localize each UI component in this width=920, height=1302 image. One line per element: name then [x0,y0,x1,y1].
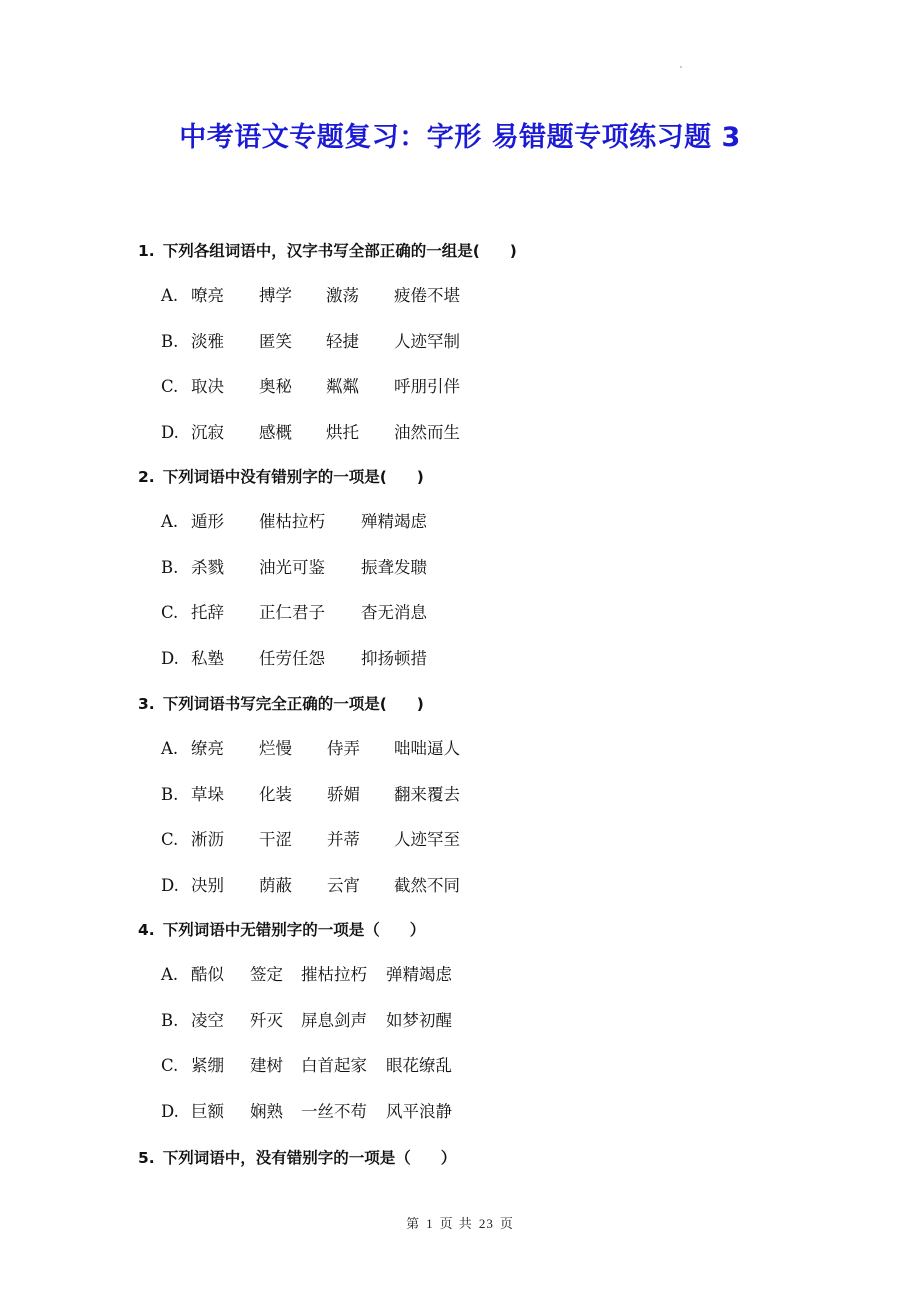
option-word: 干涩 [259,830,292,849]
answer-blank[interactable] [389,692,417,716]
question-5 [138,1146,456,1170]
question-1 [138,239,517,263]
option-word: 油然而生 [394,422,460,442]
option-d [161,1100,481,1124]
option-word: 屏息剑声 [301,1010,367,1030]
option-word: 娴熟 [250,1101,283,1121]
option-letter: C. [161,377,179,396]
option-word: 淡雅 [191,331,224,351]
option-word: 轻捷 [326,331,359,351]
answer-blank[interactable] [382,918,410,942]
scan-dot [680,66,682,68]
question-stem: 下列词语书写完全正确的一项是( [162,695,387,713]
option-word: 决别 [191,875,224,895]
option-word: 嘹亮 [191,286,224,305]
option-letter: B. [161,331,179,351]
answer-blank[interactable] [413,1146,441,1170]
footer-middle: 页 共 [439,1217,473,1232]
footer-page-number: 1 [426,1216,434,1231]
option-word: 巨额 [191,1101,224,1121]
option-word: 缭亮 [191,739,224,758]
option-word: 并蒂 [327,830,360,849]
option-letter: B. [161,1010,179,1030]
option-word: 振聋发聩 [361,557,427,577]
option-word: 人迹罕制 [394,331,460,351]
option-word: 骄媚 [327,784,360,804]
footer-total-pages: 23 [478,1216,494,1231]
question-stem: 下列词语中无错别字的一项是（ [162,921,380,939]
option-word: 侍弄 [327,739,360,758]
answer-blank[interactable] [482,239,510,263]
option-word: 建树 [250,1056,283,1075]
option-word: 感概 [259,422,292,442]
option-word: 呼朋引伴 [394,377,460,396]
option-letter: D. [161,422,179,442]
option-word: 凌空 [191,1010,224,1030]
option-letter: B. [161,557,179,577]
option-letter: A. [161,965,179,984]
option-letter: D. [161,648,179,668]
option-word: 抑扬顿措 [361,648,427,668]
option-letter: D. [161,1101,179,1121]
option-word: 咄咄逼人 [394,739,460,758]
question-3 [138,692,424,716]
option-a [161,510,481,534]
option-word: 摧枯拉朽 [301,965,367,984]
answer-blank-close: ） [409,921,426,939]
answer-blank-close: ) [509,242,517,260]
option-c [161,601,481,625]
footer-prefix: 第 [406,1217,421,1232]
question-stem: 下列词语中，没有错别字的一项是（ [162,1149,411,1167]
answer-blank-close: ） [440,1149,457,1167]
option-word: 风平浪静 [386,1101,452,1121]
option-word: 托辞 [191,603,224,622]
option-word: 云宵 [327,875,360,895]
option-word: 正仁君子 [259,603,325,622]
option-word: 白首起家 [301,1056,367,1075]
option-a [161,737,481,761]
question-stem: 下列各组词语中，汉字书写全部正确的一组是( [162,242,480,260]
option-word: 杳无消息 [361,603,427,622]
option-word: 歼灭 [250,1010,283,1030]
option-b [161,330,481,354]
question-2 [138,465,424,489]
option-b [161,556,481,580]
option-d [161,421,481,445]
option-word: 匿笑 [259,331,292,351]
option-c [161,375,481,399]
option-word: 淅沥 [191,830,224,849]
option-word: 化装 [259,784,292,804]
answer-blank[interactable] [389,465,417,489]
option-word: 人迹罕至 [394,830,460,849]
option-word: 截然不同 [394,875,460,895]
question-number: 2. [138,468,155,486]
option-word: 翻来覆去 [394,784,460,804]
question-number: 3. [138,695,155,713]
option-c [161,1054,481,1078]
option-word: 沉寂 [191,422,224,442]
option-word: 催枯拉朽 [259,512,325,531]
option-word: 遁形 [191,512,224,531]
option-b [161,1009,481,1033]
option-word: 激荡 [326,286,359,305]
option-word: 烘托 [326,422,359,442]
option-word: 如梦初醒 [386,1010,452,1030]
option-letter: D. [161,875,179,895]
option-letter: C. [161,830,179,849]
answer-blank-close: ) [416,468,424,486]
option-word: 疲倦不堪 [394,286,460,305]
option-a [161,963,481,987]
option-d [161,874,481,898]
option-word: 油光可鉴 [259,557,325,577]
answer-blank-close: ) [416,695,424,713]
option-word: 搏学 [259,286,292,305]
option-letter: A. [161,286,179,305]
question-4 [138,918,425,942]
option-word: 杀戮 [191,557,224,577]
option-b [161,783,481,807]
option-c [161,828,481,852]
option-word: 紧绷 [191,1056,224,1075]
option-a [161,284,481,308]
option-letter: C. [161,603,179,622]
option-word: 荫蔽 [259,875,292,895]
question-number: 1. [138,242,155,260]
option-word: 粼粼 [326,377,359,396]
option-word: 酷似 [191,965,224,984]
option-letter: A. [161,739,179,758]
option-letter: C. [161,1056,179,1075]
option-word: 弹精竭虑 [386,965,452,984]
page-title: 中考语文专题复习：字形 易错题专项练习题 3 [179,122,741,153]
page-footer [0,1214,920,1235]
option-letter: A. [161,512,179,531]
option-word: 殚精竭虑 [361,512,427,531]
question-stem: 下列词语中没有错别字的一项是( [162,468,387,486]
option-word: 奥秘 [259,377,292,396]
question-number: 5. [138,1149,155,1167]
option-word: 私塾 [191,648,224,668]
option-word: 烂慢 [259,739,292,758]
question-number: 4. [138,921,155,939]
option-word: 眼花缭乱 [386,1056,452,1075]
option-d [161,647,481,671]
option-word: 任劳任怨 [259,648,325,668]
option-word: 签定 [250,965,283,984]
option-word: 取决 [191,377,224,396]
option-letter: B. [161,784,179,804]
option-word: 草垛 [191,784,224,804]
footer-suffix: 页 [499,1217,514,1232]
option-word: 一丝不苟 [301,1101,367,1121]
